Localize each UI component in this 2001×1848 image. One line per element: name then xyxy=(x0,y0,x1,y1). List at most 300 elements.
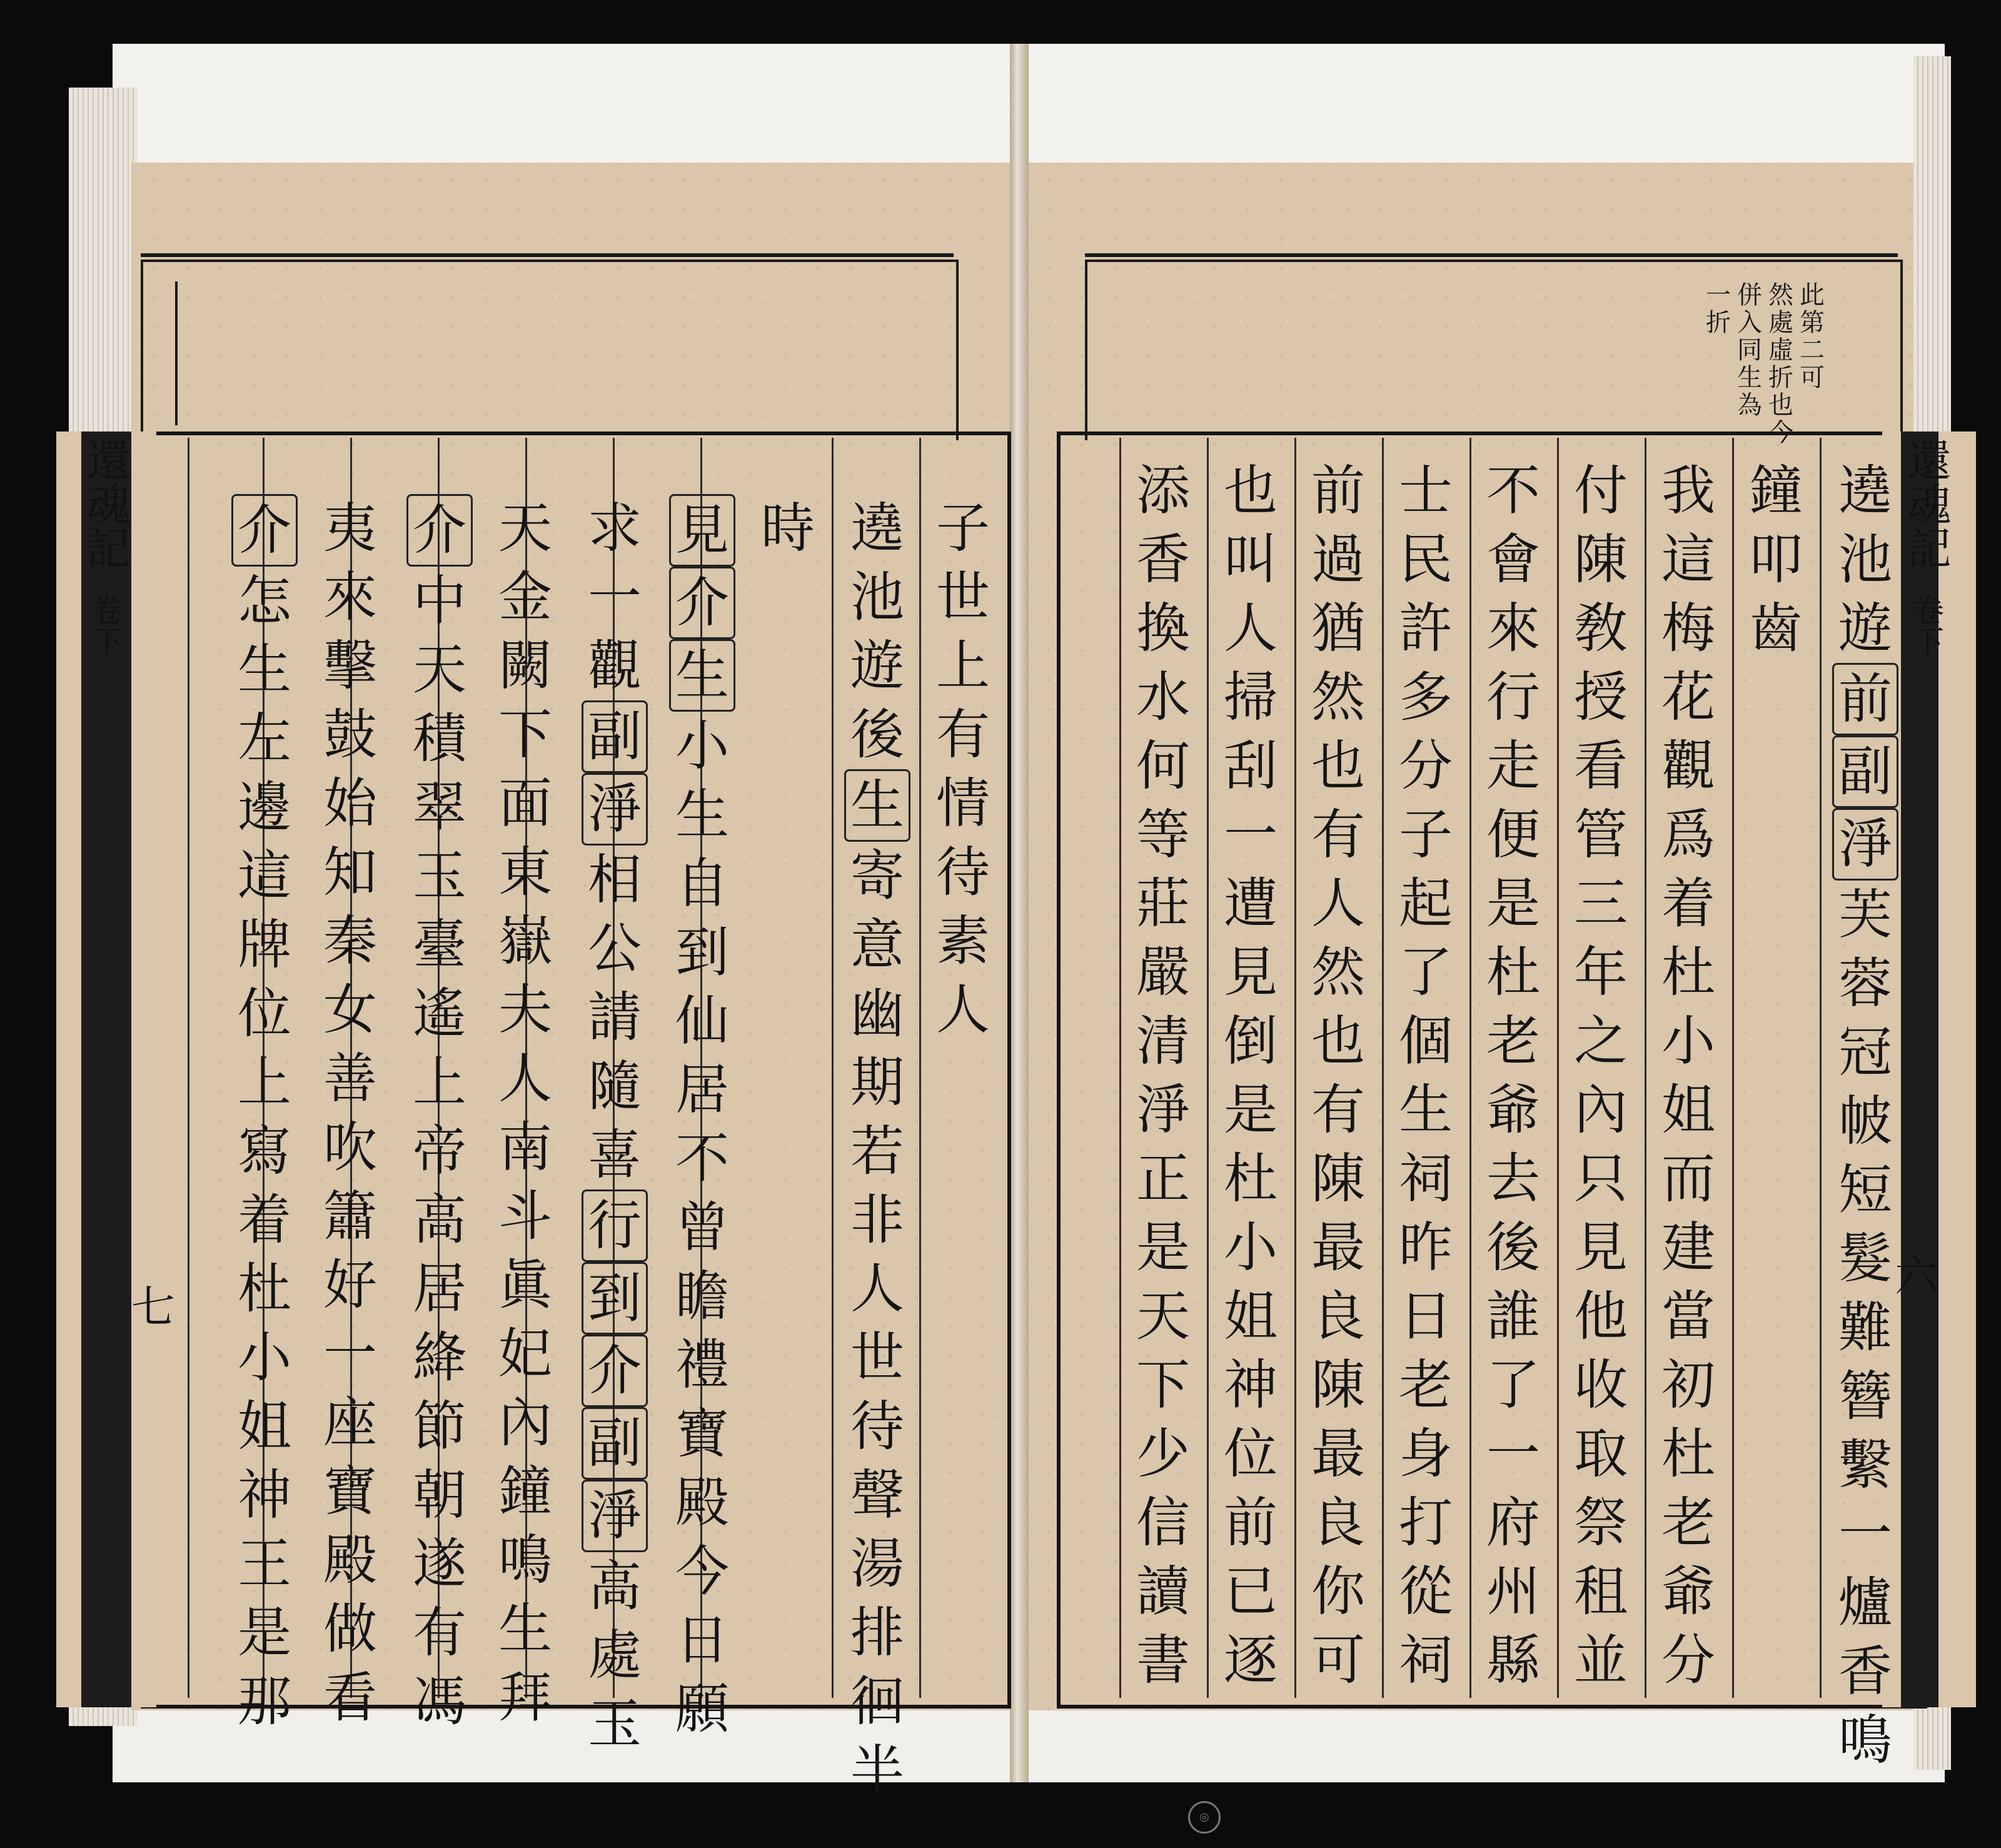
text-glyph: 叫 xyxy=(1224,528,1278,591)
text-glyph: 最 xyxy=(1311,1423,1365,1485)
text-glyph: 不 xyxy=(675,1128,729,1190)
text-glyph: 信 xyxy=(1136,1492,1190,1554)
text-glyph: 爲 xyxy=(1661,804,1715,866)
text-glyph: 眞 xyxy=(498,1254,552,1316)
text-glyph: 帔 xyxy=(1838,1090,1892,1153)
text-glyph: 前 xyxy=(1311,460,1365,522)
text-glyph: 介 xyxy=(406,494,473,567)
text-glyph: 並 xyxy=(1574,1629,1628,1692)
text-glyph: 到 xyxy=(675,921,729,984)
text-glyph: 了 xyxy=(1399,941,1453,1004)
text-glyph: 水 xyxy=(1136,666,1190,729)
text-glyph: 看 xyxy=(1574,735,1628,797)
text-glyph: 神 xyxy=(238,1464,291,1527)
text-glyph: 好 xyxy=(323,1254,377,1316)
left-inner-rule xyxy=(175,281,178,425)
text-glyph: 有 xyxy=(1311,804,1365,866)
text-glyph: 老 xyxy=(1399,1354,1453,1416)
text-glyph: 副 xyxy=(582,700,648,773)
text-glyph: 非 xyxy=(850,1189,904,1251)
text-glyph: 莊 xyxy=(1136,872,1190,935)
col-line xyxy=(1294,438,1296,1698)
text-glyph: 後 xyxy=(1486,1216,1540,1279)
text-glyph: 怎 xyxy=(238,570,291,632)
text-glyph: 鐘 xyxy=(1749,460,1803,522)
text-glyph: 也 xyxy=(1311,1010,1365,1073)
text-column xyxy=(844,494,910,1805)
text-glyph: 仙 xyxy=(675,990,729,1053)
col-line xyxy=(1469,438,1471,1698)
text-glyph: 民 xyxy=(1399,528,1453,591)
text-glyph: 是 xyxy=(1136,1216,1190,1279)
text-glyph: 翠 xyxy=(413,776,466,839)
text-glyph: 這 xyxy=(238,845,291,907)
text-glyph: 年 xyxy=(1574,941,1628,1004)
right-upper-note xyxy=(1704,281,1827,447)
text-column xyxy=(1219,457,1282,1695)
note-glyph: 為 xyxy=(1737,391,1762,420)
text-glyph: 便 xyxy=(1486,804,1540,866)
note-glyph: 今 xyxy=(1768,418,1793,447)
text-glyph: 瞻 xyxy=(675,1265,729,1328)
text-glyph: 鳴 xyxy=(1838,1709,1892,1772)
text-glyph: 看 xyxy=(323,1667,377,1729)
note-glyph: 生 xyxy=(1737,363,1762,392)
text-glyph: 半 xyxy=(850,1739,904,1802)
text-glyph: 南 xyxy=(498,1116,552,1179)
text-glyph: 他 xyxy=(1574,1285,1628,1348)
note-glyph: 虛 xyxy=(1768,336,1793,365)
col-line xyxy=(188,438,189,1698)
col-line xyxy=(1382,438,1384,1698)
text-glyph: 過 xyxy=(1311,528,1365,591)
text-glyph: 介 xyxy=(231,494,298,567)
text-glyph: 殿 xyxy=(323,1529,377,1592)
text-glyph: 一 xyxy=(1838,1503,1892,1565)
text-glyph: 祠 xyxy=(1399,1148,1453,1210)
text-glyph: 刮 xyxy=(1224,735,1278,797)
text-column xyxy=(406,494,473,1736)
text-glyph: 短 xyxy=(1838,1159,1892,1221)
text-glyph: 掃 xyxy=(1224,666,1278,729)
note-glyph: 二 xyxy=(1800,336,1825,365)
text-column xyxy=(1307,457,1369,1695)
text-glyph: 生 xyxy=(1399,1079,1453,1141)
text-glyph: 初 xyxy=(1661,1354,1715,1416)
text-glyph: 起 xyxy=(1399,872,1453,935)
text-column xyxy=(1832,457,1898,1775)
fold-section: 卷下 xyxy=(1908,594,1944,657)
text-glyph: 遊 xyxy=(1838,597,1892,660)
text-glyph: 老 xyxy=(1486,1010,1540,1073)
text-glyph: 行 xyxy=(1486,666,1540,729)
fold-section: 卷下 xyxy=(87,594,123,657)
text-glyph: 清 xyxy=(1136,1010,1190,1073)
text-glyph: 排 xyxy=(850,1602,904,1664)
note-column xyxy=(1798,281,1827,447)
text-glyph: 府 xyxy=(1486,1492,1540,1554)
col-line xyxy=(1119,438,1121,1698)
text-glyph: 是 xyxy=(1224,1079,1278,1141)
note-glyph: 折 xyxy=(1768,363,1793,392)
text-glyph: 祭 xyxy=(1574,1492,1628,1554)
text-glyph: 逐 xyxy=(1224,1629,1278,1692)
text-column xyxy=(1570,457,1632,1695)
text-glyph: 節 xyxy=(413,1395,466,1458)
text-glyph: 拜 xyxy=(498,1667,552,1729)
text-glyph: 天 xyxy=(1136,1285,1190,1348)
note-column xyxy=(1704,281,1733,447)
text-column xyxy=(494,494,557,1732)
text-glyph: 這 xyxy=(1661,528,1715,591)
text-glyph: 來 xyxy=(1486,597,1540,660)
text-glyph: 到 xyxy=(582,1262,648,1335)
text-glyph: 良 xyxy=(1311,1492,1365,1554)
text-glyph: 來 xyxy=(323,566,377,629)
text-glyph: 陳 xyxy=(1311,1148,1365,1210)
text-glyph: 擊 xyxy=(323,635,377,697)
text-glyph: 小 xyxy=(1224,1216,1278,1279)
text-glyph: 求 xyxy=(588,497,642,560)
text-glyph: 陳 xyxy=(1311,1354,1365,1416)
text-glyph: 人 xyxy=(1224,597,1278,660)
note-glyph: 一 xyxy=(1706,281,1731,310)
text-glyph: 行 xyxy=(582,1189,648,1262)
text-glyph: 下 xyxy=(1136,1354,1190,1416)
text-glyph: 高 xyxy=(413,1189,466,1251)
text-glyph: 觀 xyxy=(1661,735,1715,797)
text-glyph: 建 xyxy=(1661,1216,1715,1279)
text-glyph: 池 xyxy=(1838,528,1892,591)
text-glyph: 杜 xyxy=(1661,941,1715,1004)
text-glyph: 昨 xyxy=(1399,1216,1453,1279)
text-glyph: 杜 xyxy=(1224,1148,1278,1210)
text-glyph: 花 xyxy=(1661,666,1715,729)
book-cover-top xyxy=(113,44,1945,163)
note-glyph: 也 xyxy=(1768,391,1793,420)
text-column xyxy=(932,494,994,1044)
text-glyph: 杜 xyxy=(238,1258,291,1320)
text-glyph: 走 xyxy=(1486,735,1540,797)
text-glyph: 始 xyxy=(323,772,377,835)
text-glyph: 冠 xyxy=(1838,1021,1892,1084)
text-glyph: 添 xyxy=(1136,460,1190,522)
text-glyph: 正 xyxy=(1136,1148,1190,1210)
col-line xyxy=(1645,438,1646,1698)
text-glyph: 姐 xyxy=(1224,1285,1278,1348)
text-glyph: 然 xyxy=(1311,666,1365,729)
text-glyph: 夷 xyxy=(323,497,377,560)
text-glyph: 書 xyxy=(1136,1629,1190,1692)
text-glyph: 而 xyxy=(1661,1148,1715,1210)
col-line xyxy=(1732,438,1734,1698)
text-glyph: 絳 xyxy=(413,1326,466,1389)
right-fold-label xyxy=(1895,438,1951,657)
note-glyph: 入 xyxy=(1737,308,1762,337)
text-glyph: 請 xyxy=(588,986,642,1049)
text-glyph: 是 xyxy=(238,1602,291,1664)
text-glyph: 居 xyxy=(413,1258,466,1320)
text-glyph: 我 xyxy=(1661,460,1715,522)
text-glyph: 州 xyxy=(1486,1560,1540,1623)
text-glyph: 梅 xyxy=(1661,597,1715,660)
text-glyph: 做 xyxy=(323,1598,377,1660)
text-glyph: 聲 xyxy=(850,1464,904,1527)
col-line xyxy=(832,438,834,1698)
text-glyph: 遙 xyxy=(413,982,466,1045)
left-upper-register xyxy=(141,260,959,440)
text-glyph: 邊 xyxy=(238,776,291,839)
text-glyph: 着 xyxy=(1661,872,1715,935)
text-glyph: 副 xyxy=(1832,735,1898,808)
text-glyph: 姐 xyxy=(238,1395,291,1458)
text-glyph: 寶 xyxy=(323,1460,377,1523)
note-column xyxy=(1767,281,1795,447)
text-glyph: 徊 xyxy=(850,1670,904,1733)
col-line xyxy=(1820,438,1822,1698)
text-glyph: 一 xyxy=(1486,1423,1540,1485)
text-glyph: 妃 xyxy=(498,1323,552,1385)
text-glyph: 少 xyxy=(1136,1423,1190,1485)
text-glyph: 玉 xyxy=(413,845,466,907)
text-glyph: 去 xyxy=(1486,1148,1540,1210)
text-glyph: 面 xyxy=(498,772,552,835)
text-glyph: 高 xyxy=(588,1555,642,1618)
text-glyph: 遭 xyxy=(1224,872,1278,935)
text-glyph: 也 xyxy=(1311,735,1365,797)
text-column xyxy=(669,494,735,1744)
text-column xyxy=(757,494,819,563)
book-cover-bottom xyxy=(113,1707,1945,1782)
text-glyph: 後 xyxy=(850,704,904,766)
note-glyph: 處 xyxy=(1768,308,1793,337)
text-glyph: 位 xyxy=(1224,1423,1278,1485)
text-glyph: 芙 xyxy=(1838,884,1892,946)
left-fold-page-number: 七 xyxy=(131,1281,175,1333)
text-glyph: 着 xyxy=(238,1189,291,1251)
text-glyph: 淨 xyxy=(1832,808,1898,881)
text-glyph: 小 xyxy=(675,715,729,777)
text-glyph: 老 xyxy=(1661,1492,1715,1554)
text-glyph: 人 xyxy=(850,1258,904,1320)
text-glyph: 馮 xyxy=(413,1670,466,1733)
text-glyph: 上 xyxy=(413,1051,466,1114)
text-glyph: 臺 xyxy=(413,914,466,976)
text-glyph: 多 xyxy=(1399,666,1453,729)
text-glyph: 闕 xyxy=(498,635,552,697)
text-glyph: 了 xyxy=(1486,1354,1540,1416)
text-glyph: 天 xyxy=(413,639,466,701)
text-glyph: 日 xyxy=(675,1609,729,1672)
text-glyph: 難 xyxy=(1838,1296,1892,1359)
text-glyph: 三 xyxy=(1574,872,1628,935)
text-column xyxy=(1657,457,1720,1695)
text-column xyxy=(582,494,648,1759)
book-spine xyxy=(1010,44,1029,1782)
text-glyph: 管 xyxy=(1574,804,1628,866)
text-glyph: 齒 xyxy=(1749,597,1803,660)
text-glyph: 髮 xyxy=(1838,1228,1892,1290)
text-glyph: 牌 xyxy=(238,914,291,976)
text-glyph: 有 xyxy=(936,704,990,766)
left-top-rule xyxy=(141,253,954,257)
text-glyph: 內 xyxy=(1574,1079,1628,1141)
note-glyph: 此 xyxy=(1800,281,1825,310)
text-glyph: 期 xyxy=(850,1051,904,1114)
text-glyph: 是 xyxy=(1486,872,1540,935)
text-glyph: 若 xyxy=(850,1120,904,1183)
text-glyph: 善 xyxy=(323,1048,377,1110)
text-glyph: 有 xyxy=(413,1602,466,1664)
text-glyph: 杜 xyxy=(1486,941,1540,1004)
text-glyph: 位 xyxy=(238,982,291,1045)
text-column xyxy=(319,494,381,1732)
text-glyph: 前 xyxy=(1224,1492,1278,1554)
text-glyph: 分 xyxy=(1661,1629,1715,1692)
text-glyph: 寶 xyxy=(675,1403,729,1465)
text-glyph: 淨 xyxy=(1136,1079,1190,1141)
text-glyph: 上 xyxy=(936,635,990,697)
text-glyph: 士 xyxy=(1399,460,1453,522)
text-glyph: 可 xyxy=(1311,1629,1365,1692)
text-glyph: 陳 xyxy=(1574,528,1628,591)
text-glyph: 生 xyxy=(675,784,729,846)
text-glyph: 最 xyxy=(1311,1216,1365,1279)
text-glyph: 香 xyxy=(1838,1640,1892,1703)
text-glyph: 人 xyxy=(498,1048,552,1110)
text-glyph: 姐 xyxy=(1661,1079,1715,1141)
text-glyph: 付 xyxy=(1574,460,1628,522)
text-glyph: 座 xyxy=(323,1391,377,1454)
text-column xyxy=(231,494,298,1736)
text-glyph: 知 xyxy=(323,841,377,904)
note-glyph: 可 xyxy=(1800,363,1825,392)
text-glyph: 打 xyxy=(1399,1492,1453,1554)
col-line xyxy=(1207,438,1209,1698)
text-glyph: 小 xyxy=(238,1326,291,1389)
text-glyph: 殿 xyxy=(675,1472,729,1534)
text-glyph: 叩 xyxy=(1749,528,1803,591)
text-glyph: 授 xyxy=(1574,666,1628,729)
text-glyph: 人 xyxy=(936,979,990,1041)
text-glyph: 許 xyxy=(1399,597,1453,660)
note-glyph: 然 xyxy=(1768,281,1793,310)
text-glyph: 內 xyxy=(498,1391,552,1454)
text-glyph: 當 xyxy=(1661,1285,1715,1348)
fold-title: 還魂記 xyxy=(79,438,131,569)
text-glyph: 中 xyxy=(413,570,466,632)
text-glyph: 生 xyxy=(669,639,735,712)
text-glyph: 處 xyxy=(588,1624,642,1687)
text-glyph: 隨 xyxy=(588,1055,642,1118)
text-glyph: 副 xyxy=(582,1407,648,1480)
text-glyph: 嶽 xyxy=(498,910,552,972)
library-seal-icon: ◎ xyxy=(1188,1801,1221,1834)
text-glyph: 相 xyxy=(588,849,642,911)
text-glyph: 繫 xyxy=(1838,1434,1892,1497)
text-glyph: 猶 xyxy=(1311,597,1365,660)
text-glyph: 金 xyxy=(498,566,552,629)
text-glyph: 分 xyxy=(1399,735,1453,797)
text-glyph: 前 xyxy=(1832,663,1898,735)
text-glyph: 遶 xyxy=(1838,460,1892,522)
text-glyph: 已 xyxy=(1224,1560,1278,1623)
text-glyph: 簪 xyxy=(1838,1365,1892,1428)
text-glyph: 世 xyxy=(936,566,990,629)
text-glyph: 斗 xyxy=(498,1185,552,1248)
text-glyph: 見 xyxy=(669,494,735,567)
text-glyph: 意 xyxy=(850,914,904,976)
text-glyph: 見 xyxy=(1574,1216,1628,1279)
text-glyph: 遶 xyxy=(850,497,904,560)
text-glyph: 爺 xyxy=(1486,1079,1540,1141)
text-glyph: 曾 xyxy=(675,1196,729,1259)
text-glyph: 鼓 xyxy=(323,704,377,766)
fold-title: 還魂記 xyxy=(1900,438,1952,569)
text-glyph: 簫 xyxy=(323,1185,377,1248)
text-glyph: 之 xyxy=(1574,1010,1628,1073)
text-glyph: 租 xyxy=(1574,1560,1628,1623)
text-glyph: 幽 xyxy=(850,982,904,1045)
left-fold-label xyxy=(74,438,130,657)
text-glyph: 觀 xyxy=(588,635,642,697)
note-glyph: 併 xyxy=(1737,281,1762,310)
text-glyph: 天 xyxy=(498,497,552,560)
text-glyph: 東 xyxy=(498,841,552,904)
text-glyph: 願 xyxy=(675,1678,729,1740)
note-column xyxy=(1735,281,1764,447)
text-glyph: 素 xyxy=(936,910,990,972)
text-glyph: 遊 xyxy=(850,635,904,697)
text-glyph: 淨 xyxy=(582,773,648,846)
text-glyph: 吹 xyxy=(323,1116,377,1179)
text-glyph: 生 xyxy=(238,639,291,701)
text-glyph: 嚴 xyxy=(1136,941,1190,1004)
text-glyph: 朝 xyxy=(413,1464,466,1527)
text-column xyxy=(1745,457,1807,663)
text-glyph: 帝 xyxy=(413,1120,466,1183)
text-glyph: 一 xyxy=(1224,804,1278,866)
text-glyph: 從 xyxy=(1399,1560,1453,1623)
text-glyph: 敎 xyxy=(1574,597,1628,660)
note-glyph: 折 xyxy=(1706,308,1731,337)
text-glyph: 生 xyxy=(498,1598,552,1660)
text-glyph: 爐 xyxy=(1838,1572,1892,1634)
text-glyph: 女 xyxy=(323,979,377,1041)
text-glyph: 王 xyxy=(238,1533,291,1595)
text-glyph: 待 xyxy=(850,1395,904,1458)
text-glyph: 見 xyxy=(1224,941,1278,1004)
text-glyph: 會 xyxy=(1486,528,1540,591)
col-line xyxy=(1557,438,1559,1698)
text-glyph: 也 xyxy=(1224,460,1278,522)
text-glyph: 今 xyxy=(675,1540,729,1603)
text-glyph: 你 xyxy=(1311,1560,1365,1623)
text-glyph: 湯 xyxy=(850,1533,904,1595)
text-glyph: 等 xyxy=(1136,804,1190,866)
text-glyph: 日 xyxy=(1399,1285,1453,1348)
text-glyph: 積 xyxy=(413,707,466,770)
text-glyph: 下 xyxy=(498,704,552,766)
text-glyph: 喜 xyxy=(588,1124,642,1186)
note-glyph: 同 xyxy=(1737,336,1762,365)
text-glyph: 良 xyxy=(1311,1285,1365,1348)
text-glyph: 換 xyxy=(1136,597,1190,660)
text-glyph: 子 xyxy=(936,497,990,560)
text-glyph: 池 xyxy=(850,566,904,629)
text-glyph: 夫 xyxy=(498,979,552,1041)
text-glyph: 禮 xyxy=(675,1334,729,1396)
